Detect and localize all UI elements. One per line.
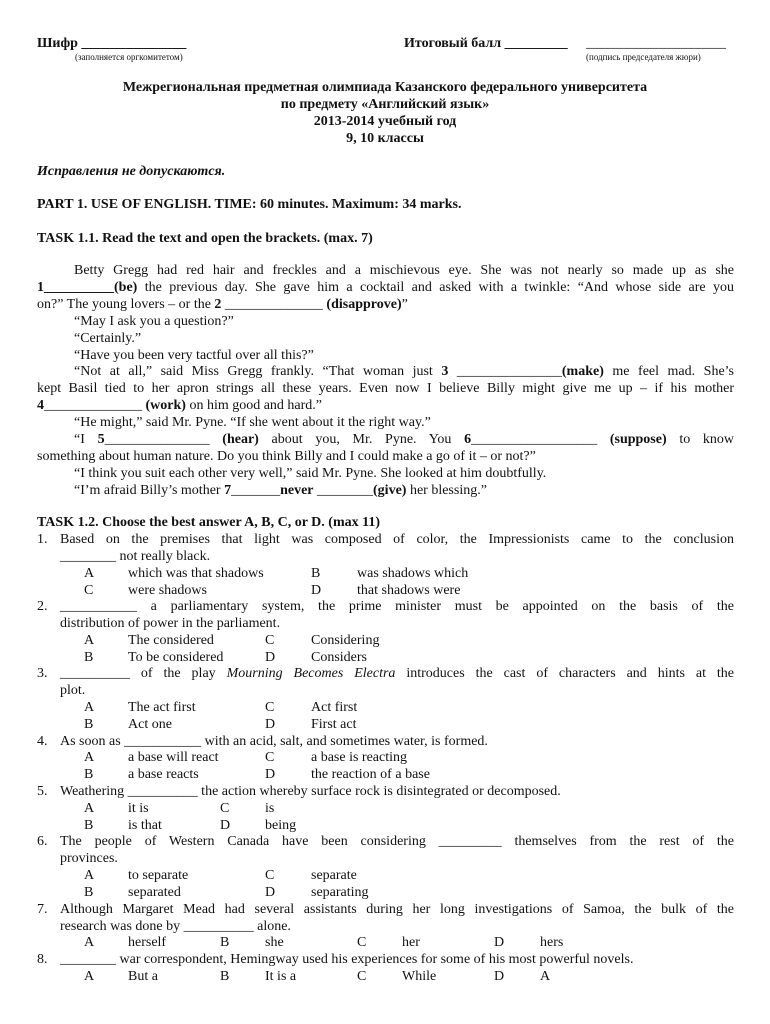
gap-6-number: 6 (464, 432, 472, 448)
option-text[interactable]: separated (128, 885, 181, 900)
option-text[interactable]: The considered (128, 633, 214, 648)
text-span: the previous day. She gave him a cocktail and asked with a twinkle: “And whose side are you (137, 279, 734, 295)
option-text[interactable]: separate (311, 868, 357, 883)
verb-hint: (hear) (222, 432, 259, 448)
question-3 (37, 666, 735, 700)
option-text[interactable]: It is a (265, 969, 297, 984)
text-span: on him good and hard.” (185, 398, 323, 414)
question-number: 7. (37, 902, 48, 917)
option-text[interactable]: was shadows which (357, 566, 469, 581)
option-letter[interactable]: A (84, 868, 95, 883)
question-number: 8. (37, 952, 48, 967)
gap-4[interactable]: ______________ (44, 398, 146, 414)
option-letter[interactable]: B (84, 818, 94, 833)
option-letter[interactable]: C (265, 750, 275, 765)
never-word: never (280, 482, 314, 498)
question-text: provinces. (60, 850, 118, 866)
text-line: “He might,” said Mr. Pyne. “If she went about it the right way.” (74, 415, 431, 431)
text-line (37, 280, 734, 297)
text-span: __________ of the play (60, 666, 227, 681)
option-letter[interactable]: C (265, 700, 275, 715)
question-text: ________ not really black. (60, 548, 211, 564)
question-text: research was done by __________ alone. (60, 918, 291, 934)
task11-heading: TASK 1.1. Read the text and open the brackets. (max. 7) (37, 231, 373, 246)
option-text[interactable]: separating (311, 885, 369, 900)
question-6 (37, 834, 734, 868)
text-span: me feel mad. She’s (603, 364, 735, 380)
option-letter[interactable]: C (265, 633, 275, 648)
option-text[interactable]: Act one (128, 717, 172, 732)
option-text[interactable]: To be considered (128, 650, 224, 665)
question-text: Although Margaret Mead had several assistants during her long investigations of Samoa, the bulk of the (60, 902, 734, 917)
title-line-4: 9, 10 классы (346, 131, 424, 146)
text-span: “I’m afraid Billy’s mother (74, 482, 225, 498)
text-line: “Certainly.” (74, 330, 142, 346)
option-text[interactable]: hers (540, 935, 564, 950)
question-5 (37, 784, 734, 801)
question-2 (37, 599, 734, 633)
option-letter[interactable]: B (311, 566, 321, 581)
text-span: on?” The young lovers – or the (37, 296, 215, 312)
question-1 (37, 532, 734, 566)
text-line (37, 364, 734, 381)
option-letter[interactable]: C (265, 868, 275, 883)
option-text[interactable]: her (402, 935, 420, 950)
question-text: Weathering __________ the action whereby surface rock is disintegrated or decomposed. (60, 784, 561, 799)
option-text[interactable]: which was that shadows (128, 566, 264, 581)
score-label: Итоговый балл (404, 36, 502, 51)
text-span: her blessing.” (406, 482, 487, 498)
signature-blank[interactable]: ____________________ (586, 36, 726, 51)
text-span: ” (401, 296, 408, 312)
question-number: 3. (37, 666, 48, 681)
option-letter[interactable]: B (84, 650, 94, 665)
option-letter[interactable]: A (84, 566, 95, 581)
option-letter[interactable]: D (265, 767, 276, 782)
text-span: “Not at all,” said Miss Gregg frankly. “That woman just (74, 364, 442, 380)
text-span: introduces the cast of characters and hints at the (395, 666, 735, 681)
title-line-2: по предмету «Английский язык» (280, 97, 490, 112)
text-line: kept Basil tied to her apron strings all these years. Even now I believe Billy might give me up – if his mother (37, 381, 734, 397)
option-letter[interactable]: D (265, 717, 276, 732)
option-text[interactable]: a base will react (128, 750, 219, 765)
gap-3[interactable]: _______________ (448, 364, 562, 380)
verb-hint: (work) (145, 398, 186, 414)
no-corrections-warning: Исправления не допускаются. (37, 164, 226, 179)
option-text[interactable]: being (265, 818, 297, 833)
text-line (37, 297, 734, 314)
task12-heading: TASK 1.2. Choose the best answer A, B, C, or D. (max 11) (37, 515, 381, 530)
question-text: The people of Western Canada have been considering _________ themselves from the rest of the (60, 834, 734, 849)
option-letter[interactable]: B (220, 969, 230, 984)
option-letter[interactable]: C (357, 969, 367, 984)
gap-4-number: 4 (37, 398, 44, 414)
option-letter[interactable]: B (220, 935, 230, 950)
text-span: “I (74, 432, 98, 448)
score-blank[interactable]: _________ (504, 36, 568, 51)
question-number: 2. (37, 599, 48, 614)
question-8 (37, 952, 734, 969)
gap-7a[interactable]: _______ (231, 482, 281, 498)
option-letter[interactable]: B (84, 885, 94, 900)
verb-hint: (suppose) (609, 432, 667, 448)
option-letter[interactable]: A (84, 935, 95, 950)
question-text: ___________ a parliamentary system, the prime minister must be appointed on the basis of the (60, 599, 734, 614)
option-text[interactable]: First act (311, 717, 357, 732)
question-text: As soon as ___________ with an acid, salt, and sometimes water, is formed. (60, 734, 488, 749)
verb-hint: (be) (114, 279, 138, 295)
option-text[interactable]: The act first (128, 700, 196, 715)
verb-hint: (make) (561, 364, 604, 380)
question-text: ________ war correspondent, Hemingway used his experiences for some of his most powerful novels. (60, 952, 634, 967)
option-text[interactable]: While (402, 969, 437, 984)
task11-text (37, 263, 734, 500)
option-text[interactable]: Considering (311, 633, 380, 648)
option-text[interactable]: is (265, 801, 275, 816)
title-line-3: 2013-2014 учебный год (313, 114, 457, 129)
verb-hint: (disapprove) (326, 296, 402, 312)
question-text: distribution of power in the parliament. (60, 615, 281, 631)
option-letter[interactable]: D (265, 650, 276, 665)
option-text[interactable]: is that (128, 818, 162, 833)
question-text: plot. (60, 682, 86, 698)
question-4 (37, 734, 734, 751)
option-text[interactable]: it is (128, 801, 149, 816)
option-letter[interactable]: D (265, 885, 276, 900)
option-text[interactable]: But a (128, 969, 158, 984)
text-line: something about human nature. Do you think Billy and I could make a go of it – or not?” (37, 448, 536, 464)
option-letter[interactable]: A (84, 969, 95, 984)
gap-5-number: 5 (97, 432, 105, 448)
part1-heading: PART 1. USE OF ENGLISH. TIME: 60 minutes. Maximum: 34 marks. (37, 197, 462, 212)
option-text[interactable]: were shadows (128, 583, 207, 598)
text-line (37, 483, 734, 500)
cipher-label: Шифр (37, 36, 78, 51)
text-line: “I think you suit each other very well,” said Mr. Pyne. She looked at him doubtfully. (74, 465, 547, 481)
option-text[interactable]: a base is reacting (311, 750, 408, 765)
option-letter[interactable]: D (220, 818, 231, 833)
question-number: 1. (37, 532, 48, 547)
option-letter[interactable]: D (494, 969, 505, 984)
option-letter[interactable]: C (357, 935, 367, 950)
option-text[interactable]: she (265, 935, 284, 950)
option-letter[interactable]: C (220, 801, 230, 816)
cipher-field (37, 36, 186, 52)
option-text[interactable]: Considers (311, 650, 367, 665)
text-line: Betty Gregg had red hair and freckles and a mischievous eye. She was not nearly so made up as she (74, 263, 734, 278)
question-7 (37, 902, 734, 936)
text-line (37, 398, 734, 415)
question-text (60, 666, 734, 683)
gap-7-number: 7 (224, 482, 232, 498)
text-line: “Have you been very tactful over all this?” (74, 347, 314, 363)
question-number: 4. (37, 734, 48, 749)
cipher-note: (заполняется оргкомитетом) (75, 52, 183, 62)
option-text[interactable]: A (540, 969, 551, 984)
gap-1[interactable]: 1__________ (37, 279, 114, 295)
signature-note: (подпись председателя жюри) (586, 52, 701, 62)
gap-6[interactable]: __________________ (471, 432, 610, 448)
option-letter[interactable]: D (311, 583, 322, 598)
option-letter[interactable]: C (84, 583, 94, 598)
gap-2-number: 2 (214, 296, 222, 312)
option-text[interactable]: a base reacts (128, 767, 199, 782)
text-span: about you, Mr. Pyne. You (258, 432, 465, 448)
option-text[interactable]: that shadows were (357, 583, 461, 598)
option-letter[interactable]: B (84, 717, 94, 732)
option-text[interactable]: the reaction of a base (311, 767, 430, 782)
text-line: “May I ask you a question?” (74, 313, 234, 329)
option-letter[interactable]: D (494, 935, 505, 950)
option-text[interactable]: herself (128, 935, 167, 950)
play-title: Mourning Becomes Electra (226, 666, 396, 681)
question-text: Based on the premises that light was composed of color, the Impressionists came to the conclusion (60, 532, 734, 547)
option-text[interactable]: to separate (128, 868, 189, 883)
verb-hint: (give) (373, 482, 407, 498)
text-line (37, 432, 734, 449)
gap-5[interactable]: _______________ (104, 432, 223, 448)
text-span: to know (666, 432, 735, 448)
option-letter[interactable]: A (84, 750, 95, 765)
gap-7b[interactable]: ________ (313, 482, 374, 498)
title-line-1: Межрегиональная предметная олимпиада Казанского федерального университета (122, 80, 648, 95)
option-letter[interactable]: A (84, 633, 95, 648)
score-field (404, 36, 568, 52)
question-number: 6. (37, 834, 48, 849)
option-letter[interactable]: A (84, 801, 95, 816)
gap-2[interactable]: ______________ (221, 296, 327, 312)
question-number: 5. (37, 784, 48, 799)
gap-3-number: 3 (441, 364, 449, 380)
option-letter[interactable]: A (84, 700, 95, 715)
cipher-blank[interactable]: _______________ (81, 36, 187, 51)
option-text[interactable]: Act first (311, 700, 358, 715)
option-letter[interactable]: B (84, 767, 94, 782)
